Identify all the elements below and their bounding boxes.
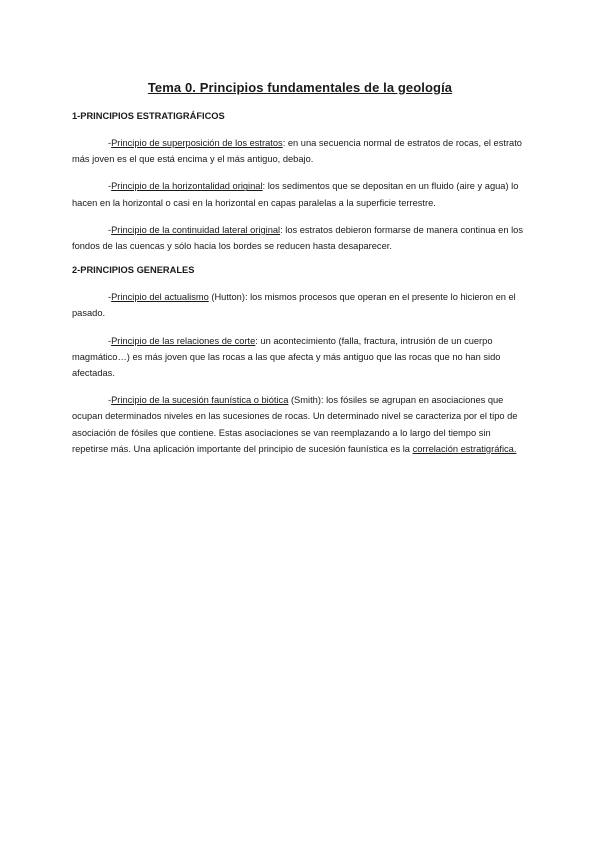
principle-text: : un acontecimiento (falla, fractura, intrusión de un cuerpo magmático…) es más joven que las rocas a las que afecta y más antiguo que las rocas que no han sido afectadas. — [72, 335, 501, 379]
paragraph-sucesion-faunistica — [72, 392, 528, 457]
principle-text: : los sedimentos que se depositan en un fluido (aire y agua) lo hacen en la horizontal o casi en la horizontal en capas paralelas a la superficie terrestre. — [72, 181, 519, 208]
section-heading-generales: 2-PRINCIPIOS GENERALES — [72, 265, 195, 276]
principle-name: Principio de la continuidad lateral original — [111, 224, 281, 235]
section-heading-estratigraficos: 1-PRINCIPIOS ESTRATIGRÁFICOS — [72, 111, 225, 121]
principle-text: (Hutton): los mismos procesos que operan en el presente lo hicieron en el pasado. — [72, 292, 516, 319]
principle-name: Principio de las relaciones de corte — [111, 335, 256, 346]
paragraph-superposicion — [72, 135, 528, 167]
paragraph-horizontalidad — [72, 178, 528, 210]
principle-name: Principio de la horizontalidad original — [111, 181, 263, 192]
paragraph-continuidad-lateral — [72, 222, 528, 254]
bullet-dash: - — [108, 138, 112, 148]
principle-name: Principio de la sucesión faunística o biótica — [111, 395, 289, 406]
paragraph-relaciones-corte — [72, 333, 528, 382]
bullet-dash: - — [108, 181, 112, 192]
bullet-dash: - — [108, 292, 112, 303]
bullet-dash: - — [108, 395, 112, 406]
document-title: Tema 0. Principios fundamentales de la geología — [147, 80, 453, 95]
bullet-dash: - — [108, 224, 112, 235]
principle-name: Principio del actualismo — [111, 292, 209, 303]
paragraph-actualismo — [72, 289, 528, 321]
principle-name: Principio de superposición de los estratos — [111, 138, 283, 148]
principle-text: : en una secuencia normal de estratos de rocas, el estrato más joven es el que está encima y el más antiguo, debajo. — [72, 138, 522, 165]
principle-text: : los estratos debieron formarse de manera continua en los fondos de las cuencas y sólo hacia los bordes se reducen hasta desaparecer. — [72, 224, 523, 252]
document-page — [72, 80, 528, 468]
bullet-dash: - — [108, 335, 112, 346]
principle-text: (Smith): los fósiles se agrupan en asociaciones que ocupan determinados niveles en las sucesiones de rocas. Un determinado nivel se caracteriza por el tipo de asociación de fósiles que contiene. Estas asociaciones se van reemplazando a lo largo del tiempo sin repetirse más. Una aplicación importante del principio de sucesión faunística es la — [72, 395, 518, 454]
correlacion-estratigrafica-link: correlación estratigráfica. — [412, 443, 517, 454]
